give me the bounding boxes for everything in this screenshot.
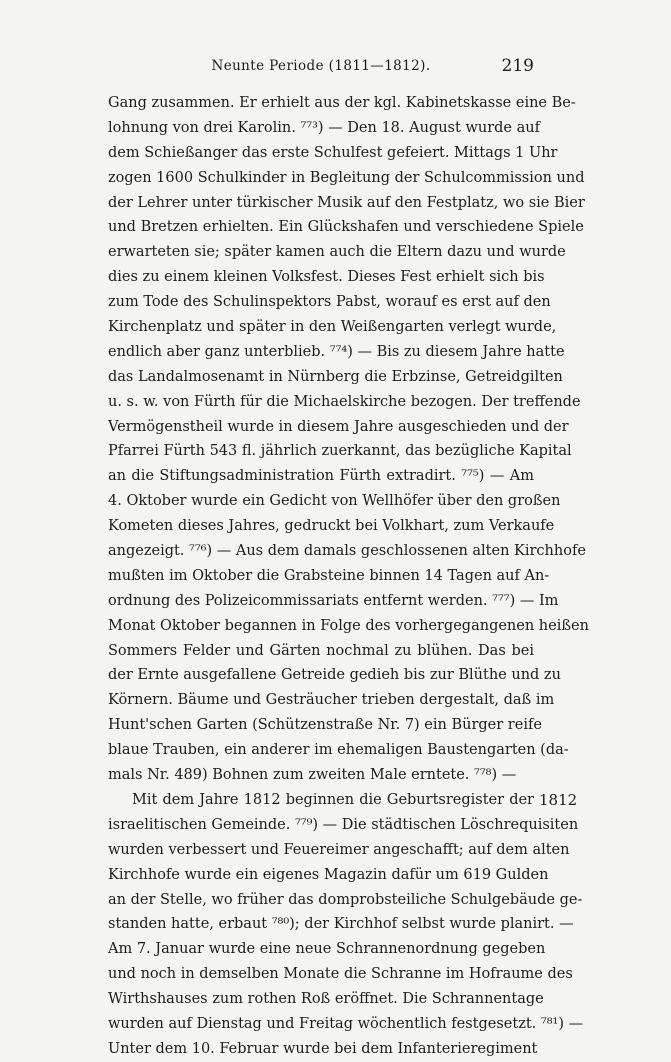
text-line: endlich aber ganz unterblieb. ⁷⁷⁴) — Bis zu diesem Jahre hatte	[108, 343, 565, 360]
text-line: erwarteten sie; später kamen auch die Eltern dazu und wurde	[108, 244, 566, 261]
text-line: der Lehrer unter türkischer Musik auf den Festplatz, wo sie Bier	[108, 194, 585, 211]
text-line: angezeigt. ⁷⁷⁶) — Aus dem damals geschlossenen alten Kirchhofe	[108, 543, 586, 560]
text-line: Unter dem 10. Februar wurde bei dem Infanterieregiment	[108, 1040, 538, 1057]
text-line: Pfarrei Fürth 543 fl. jährlich zuerkannt, das bezügliche Kapital	[108, 443, 572, 460]
running-header	[108, 58, 534, 82]
text-line: lohnung von drei Karolin. ⁷⁷³) — Den 18. August wurde auf	[108, 119, 540, 136]
text-line: mals Nr. 489) Bohnen zum zweiten Male erntete. ⁷⁷⁸) —	[108, 767, 517, 784]
running-title: Neunte Periode (1811—1812).	[211, 58, 431, 74]
text-line: zum Tode des Schulinspektors Pabst, worauf es erst auf den	[108, 294, 551, 311]
text-line: Gang zusammen. Er erhielt aus der kgl. Kabinetskasse eine Be-	[108, 95, 576, 111]
text-line: und Bretzen erhielten. Ein Glückshafen und verschiedene Spiele	[108, 219, 584, 236]
text-line: wurden verbessert und Feuereimer angeschafft; auf dem alten	[108, 841, 570, 858]
text-line: an die Stiftungsadministration Fürth extradirt. ⁷⁷⁵) — Am	[108, 468, 534, 485]
text-line: Hunt'schen Garten (Schützenstraße Nr. 7) ein Bürger reife	[108, 717, 542, 734]
text-line: Am 7. Januar wurde eine neue Schrannenordnung gegeben	[108, 941, 546, 958]
text-line: dies zu einem kleinen Volksfest. Dieses Fest erhielt sich bis	[108, 269, 545, 286]
text-line: das Landalmosenamt in Nürnberg die Erbzinse, Getreidgilten	[108, 368, 563, 385]
text-line: Kometen dieses Jahres, gedruckt bei Volkhart, zum Verkaufe	[108, 518, 555, 535]
text-line: Kirchenplatz und später in den Weißengarten verlegt wurde,	[108, 319, 557, 336]
text-line: 4. Oktober wurde ein Gedicht von Wellhöfer über den großen	[108, 493, 561, 510]
text-line: Vermögenstheil wurde in diesem Jahre ausgeschieden und der	[108, 418, 569, 435]
text-line: wurden auf Dienstag und Freitag wöchentlich festgesetzt. ⁷⁸¹) —	[108, 1015, 584, 1032]
page-number: 219	[501, 56, 534, 76]
text-line: Kirchhofe wurde ein eigenes Magazin dafür um 619 Gulden	[108, 866, 549, 883]
text-line: an der Stelle, wo früher das domprobsteiliche Schulgebäude ge-	[108, 891, 583, 908]
text-line: standen hatte, erbaut ⁷⁸⁰); der Kirchhof selbst wurde planirt. —	[108, 916, 574, 933]
text-line: Körnern. Bäume und Gesträucher trieben dergestalt, daß im	[108, 692, 555, 709]
text-line: Monat Oktober begannen in Folge des vorhergegangenen heißen	[108, 617, 589, 634]
text-line: Sommers Felder und Gärten nochmal zu blühen. Das bei	[108, 642, 534, 659]
text-line: Wirthshauses zum rothen Roß eröffnet. Die Schrannentage	[108, 991, 544, 1008]
text-line: israelitischen Gemeinde. ⁷⁷⁹) — Die städtischen Löschrequisiten	[108, 816, 579, 833]
text-line: Mit dem Jahre 1812 beginnen die Geburtsregister der	[132, 791, 534, 808]
text-line: der Ernte ausgefallene Getreide gedieh bis zur Blüthe und zu	[108, 667, 561, 684]
text-line: dem Schießanger das erste Schulfest gefeiert. Mittags 1 Uhr	[108, 144, 558, 161]
text-line: zogen 1600 Schulkinder in Begleitung der Schulcommission und	[108, 169, 585, 186]
margin-note-year: 1812	[539, 791, 578, 810]
text-line: ordnung des Polizeicommissariats entfernt werden. ⁷⁷⁷) — Im	[108, 592, 559, 609]
body-text	[108, 91, 589, 1062]
text-line: und noch in demselben Monate die Schranne im Hofraume des	[108, 966, 573, 983]
text-line: blaue Trauben, ein anderer im ehemaligen Baustengarten (da-	[108, 742, 569, 759]
text-line: mußten im Oktober die Grabsteine binnen 14 Tagen auf An-	[108, 567, 550, 584]
text-line: u. s. w. von Fürth für die Michaelskirche bezogen. Der treffende	[108, 393, 581, 410]
